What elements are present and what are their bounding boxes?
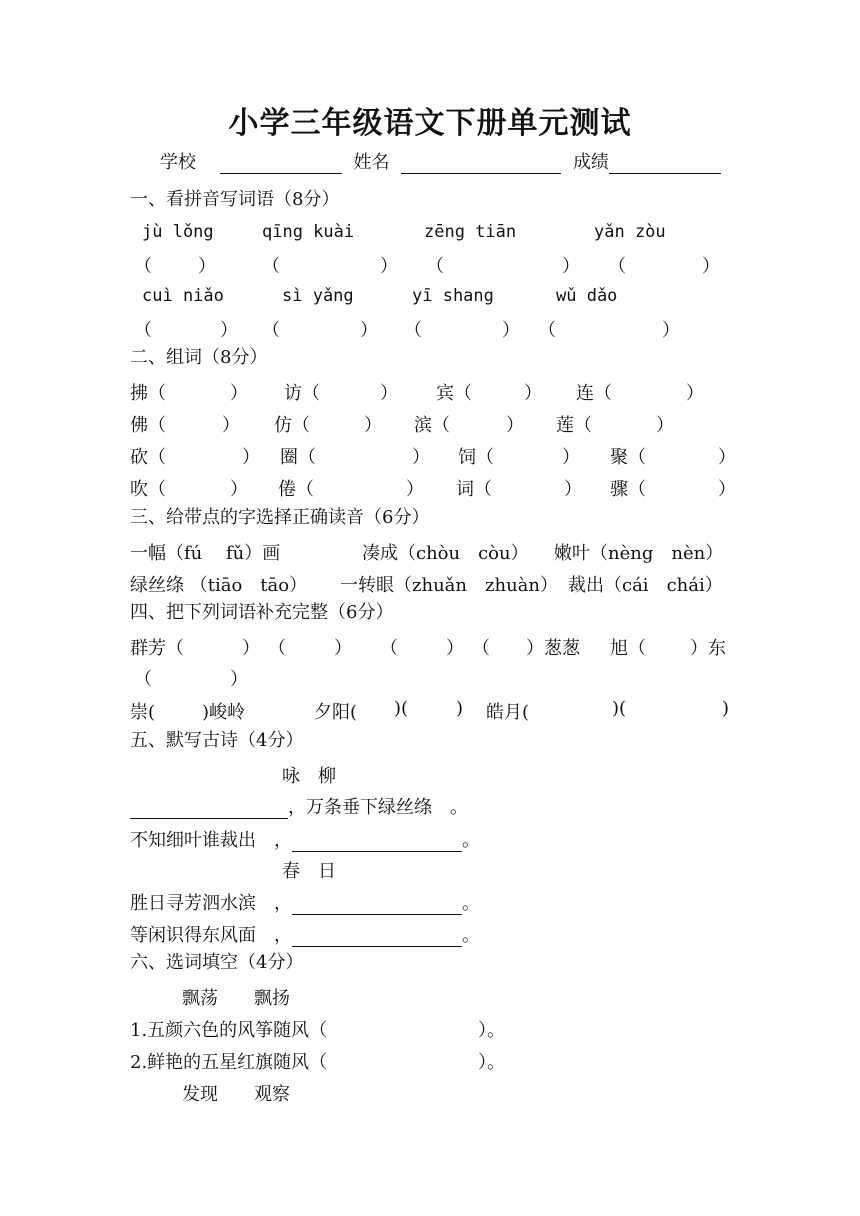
word-choices: 飘荡 飘扬	[182, 988, 290, 1009]
answer-paren-close: ）	[718, 479, 736, 500]
section-2-heading: 二、组词（8分）	[130, 347, 268, 368]
poem-title: 春 日	[282, 861, 336, 882]
word-char: 拂（	[130, 383, 166, 404]
answer-paren-close: ）	[564, 479, 582, 500]
answer-paren-open[interactable]: （	[262, 256, 280, 277]
fill-question-close: ）。	[478, 1020, 505, 1041]
pinyin-item: wǔ dǎo	[556, 286, 618, 306]
answer-paren-close: ）	[718, 447, 736, 468]
answer-paren-close: ）	[380, 383, 398, 404]
pinyin-item: cuì niǎo	[142, 286, 224, 306]
idiom-part: )(	[394, 698, 409, 719]
poem-line: 胜日寻芳泗水滨 ， 。	[130, 893, 480, 914]
poem-line: ，万条垂下绿丝绦 。	[130, 793, 468, 819]
name-label: 姓名	[353, 152, 390, 173]
answer-paren-close: ）	[702, 256, 720, 277]
score-label: 成绩	[572, 152, 609, 173]
idiom-part: )峻岭	[202, 702, 246, 723]
name-blank[interactable]	[401, 155, 561, 174]
word-char: 宾（	[436, 383, 472, 404]
word-char: 访（	[284, 383, 320, 404]
answer-paren-close: ）	[334, 638, 352, 659]
word-char: 佛（	[130, 415, 166, 436]
page-title: 小学三年级语文下册单元测试	[228, 106, 632, 141]
answer-paren-close: ）	[220, 320, 238, 341]
answer-paren-open[interactable]: （	[404, 320, 422, 341]
fill-question: 1.五颜六色的风筝随风（	[130, 1020, 328, 1041]
answer-paren-close: ）	[524, 383, 542, 404]
answer-paren-close: ）	[230, 479, 248, 500]
answer-paren-close: ）	[662, 320, 680, 341]
word-char: 饲（	[458, 447, 494, 468]
answer-paren-open[interactable]: （	[538, 320, 556, 341]
pinyin-item: sì yǎng	[282, 286, 354, 306]
answer-paren-open[interactable]: （	[268, 638, 286, 659]
score-blank[interactable]	[609, 155, 721, 174]
answer-paren-close: ）	[502, 320, 520, 341]
idiom-part: )	[722, 698, 730, 719]
answer-paren-close: ）	[360, 320, 378, 341]
answer-paren-close: ）	[562, 256, 580, 277]
fill-question-close: ）。	[478, 1052, 505, 1073]
reading-choice: 凑成（chòu còu）	[362, 543, 529, 564]
answer-paren-close: ）	[242, 447, 260, 468]
answer-paren-close: ）	[380, 256, 398, 277]
pinyin-item: jù lǒng	[142, 222, 214, 242]
poem-blank[interactable]	[292, 832, 462, 852]
poem-line: 不知细叶谁裁出 ， 。	[130, 830, 480, 851]
section-3-heading: 三、给带点的字选择正确读音（6分）	[130, 507, 430, 528]
poem-blank[interactable]	[292, 927, 462, 947]
answer-paren-close: ）	[446, 638, 464, 659]
word-char: 连（	[576, 383, 612, 404]
section-1-heading: 一、看拼音写词语（8分）	[130, 189, 340, 210]
word-char: 圈（	[280, 447, 316, 468]
section-6-heading: 六、选词填空（4分）	[130, 952, 304, 973]
pinyin-item: yī shang	[412, 286, 494, 306]
pinyin-item: zēng tiān	[424, 222, 517, 242]
student-info-header	[160, 148, 727, 174]
answer-paren-open[interactable]: （	[472, 638, 490, 659]
word-char: 仿（	[274, 415, 310, 436]
pinyin-item: qīng kuài	[262, 222, 355, 242]
answer-paren-open[interactable]: （	[608, 256, 626, 277]
answer-paren-close: ）	[506, 415, 524, 436]
word-char: 倦（	[278, 479, 314, 500]
reading-choice: 裁出（cái chái）	[568, 575, 723, 596]
answer-paren-open[interactable]: （	[134, 320, 152, 341]
reading-choice: 嫩叶（nèng nèn）	[554, 543, 724, 564]
idiom-part: ）东	[690, 638, 726, 659]
answer-paren-close: ）	[412, 447, 430, 468]
idiom-part: 旭（	[610, 638, 646, 659]
answer-paren-close: ）	[230, 669, 248, 690]
reading-choice: 一转眼（zhuǎn zhuàn）	[340, 575, 558, 596]
answer-paren-close: ）	[222, 415, 240, 436]
word-char: 骤（	[610, 479, 646, 500]
answer-paren-close: ）	[562, 447, 580, 468]
answer-paren-close: ）	[406, 479, 424, 500]
school-blank[interactable]	[220, 155, 342, 174]
poem-blank[interactable]	[130, 799, 288, 819]
answer-paren-close: ）	[198, 256, 216, 277]
answer-paren-open[interactable]: （	[380, 638, 398, 659]
answer-paren-open[interactable]: （	[426, 256, 444, 277]
answer-paren-close: ）	[242, 638, 260, 659]
word-char: 词（	[456, 479, 492, 500]
word-char: 莲（	[556, 415, 592, 436]
school-label: 学校	[160, 152, 196, 173]
section-4-heading: 四、把下列词语补充完整（6分）	[130, 602, 394, 623]
idiom-part: )(	[612, 698, 627, 719]
idiom-part: 夕阳(	[314, 702, 358, 723]
word-char: 滨（	[414, 415, 450, 436]
answer-paren-close: ）	[364, 415, 382, 436]
poem-blank[interactable]	[292, 895, 462, 915]
poem-line: 等闲识得东风面 ， 。	[130, 925, 480, 946]
idiom-part: 群芳（	[130, 638, 184, 659]
word-char: 砍（	[130, 447, 166, 468]
idiom-part: )	[456, 698, 464, 719]
idiom-part: ）葱葱	[526, 638, 580, 659]
word-char: 吹（	[130, 479, 166, 500]
fill-question: 2.鲜艳的五星红旗随风（	[130, 1052, 328, 1073]
reading-choice: 一幅（fú fǔ）画	[130, 543, 281, 564]
idiom-part: 崇(	[130, 702, 156, 723]
answer-paren-close: ）	[230, 383, 248, 404]
section-5-heading: 五、默写古诗（4分）	[130, 730, 304, 751]
answer-paren-open[interactable]: （	[134, 669, 152, 690]
pinyin-item: yǎn zòu	[594, 222, 666, 242]
answer-paren-open[interactable]: （	[134, 256, 152, 277]
answer-paren-close: ）	[656, 415, 674, 436]
answer-paren-open[interactable]: （	[262, 320, 280, 341]
poem-title: 咏 柳	[282, 766, 336, 787]
answer-paren-close: ）	[686, 383, 704, 404]
word-choices: 发现 观察	[182, 1084, 290, 1105]
idiom-part: 皓月(	[486, 702, 530, 723]
word-char: 聚（	[610, 447, 646, 468]
reading-choice: 绿丝绦 （tiāo tāo）	[130, 575, 308, 596]
